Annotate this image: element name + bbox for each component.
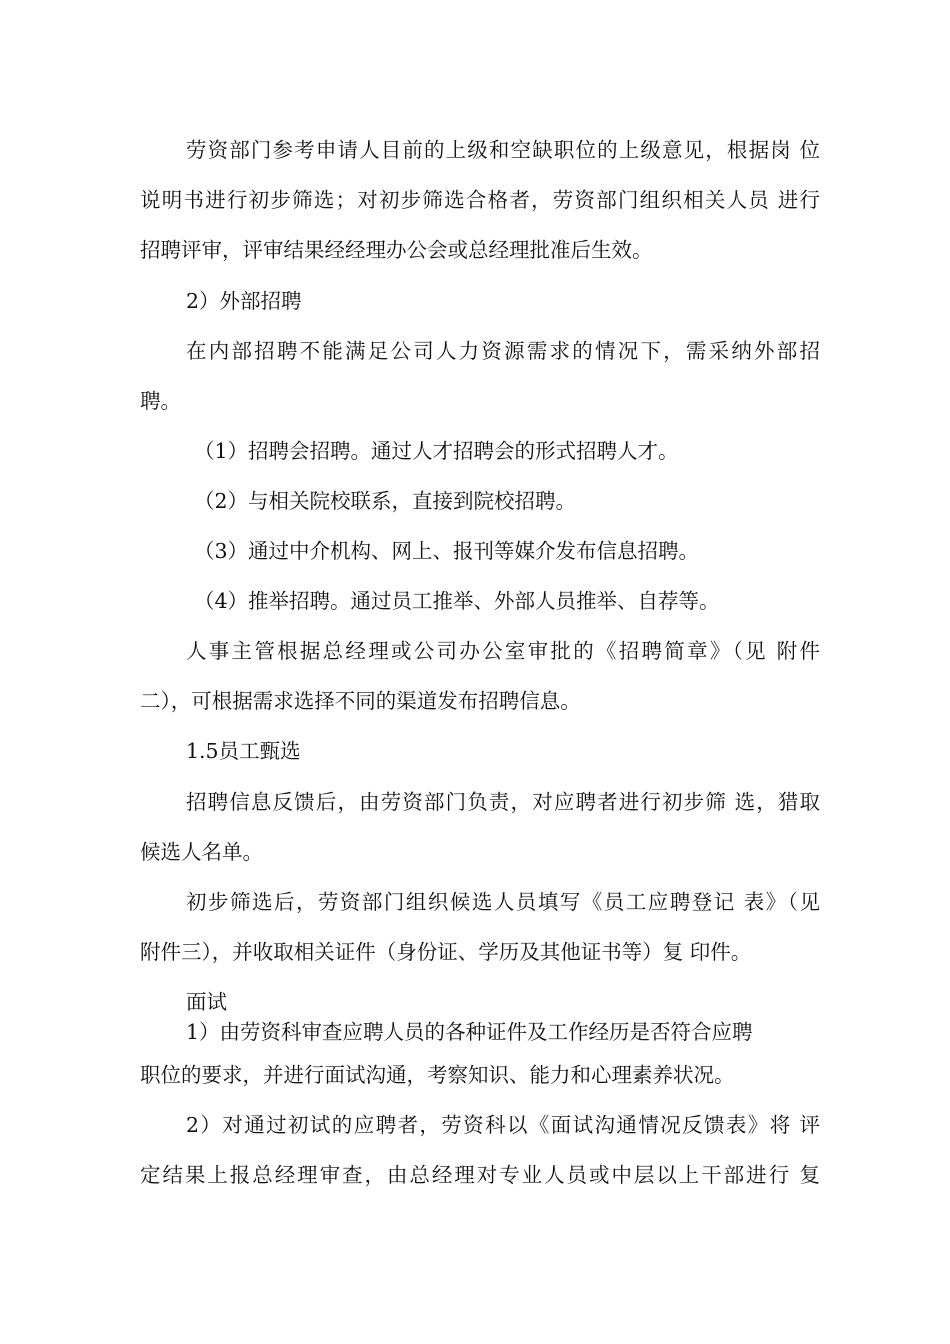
paragraph-3-line-1: 在内部招聘不能满足公司人力资源需求的情况下，需采纳外部招 [186, 339, 820, 363]
list-item: （4）推举招聘。通过员工推举、外部人员推举、自荐等。 [194, 589, 720, 613]
paragraph-7-line-2: 候选人名单。 [140, 840, 263, 864]
list-item: （1）招聘会招聘。通过人才招聘会的形式招聘人才。 [194, 439, 679, 463]
paragraph-5-line-2: 二），可根据需求选择不同的渠道发布招聘信息。 [140, 689, 581, 713]
paragraph-7-line-1: 招聘信息反馈后，由劳资部门负责，对应聘者进行初步筛 选，猎取 [186, 790, 820, 814]
heading-interview: 面试 [186, 990, 227, 1014]
list-item: （3）通过中介机构、网上、报刊等媒介发布信息招聘。 [194, 539, 700, 563]
paragraph-8-line-1: 初步筛选后，劳资部门组织候选人员填写《员工应聘登记 表》（见 [186, 890, 820, 914]
paragraph-1-line-1: 劳资部门参考申请人目前的上级和空缺职位的上级意见，根据岗 位 [186, 138, 820, 162]
paragraph-3-line-2: 聘。 [140, 389, 181, 413]
paragraph-1-line-2: 说明书进行初步筛选；对初步筛选合格者，劳资部门组织相关人员 进行 [140, 188, 820, 212]
paragraph-1-line-3: 招聘评审，评审结果经经理办公会或总经理批准后生效。 [140, 238, 653, 262]
paragraph-11-line-2: 定结果上报总经理审查，由总经理对专业人员或中层以上干部进行 复 [140, 1163, 820, 1187]
heading-employee-selection: 1.5员工甄选 [186, 739, 301, 763]
paragraph-5-line-1: 人事主管根据总经理或公司办公室审批的《招聘简章》（见 附件 [186, 639, 820, 663]
paragraph-11-line-1: 2）对通过初试的应聘者，劳资科以《面试沟通情况反馈表》将 评 [186, 1113, 820, 1137]
list-item: （2）与相关院校联系，直接到院校招聘。 [194, 489, 577, 513]
paragraph-10-line-2: 职位的要求，并进行面试沟通，考察知识、能力和心理素养状况。 [140, 1063, 735, 1087]
heading-external-recruitment: 2）外部招聘 [186, 289, 302, 313]
paragraph-8-line-2: 附件三），并收取相关证件（身份证、学历及其他证书等）复 印件。 [140, 940, 752, 964]
paragraph-10-line-1: 1）由劳资科审查应聘人员的各种证件及工作经历是否符合应聘 [186, 1020, 753, 1044]
